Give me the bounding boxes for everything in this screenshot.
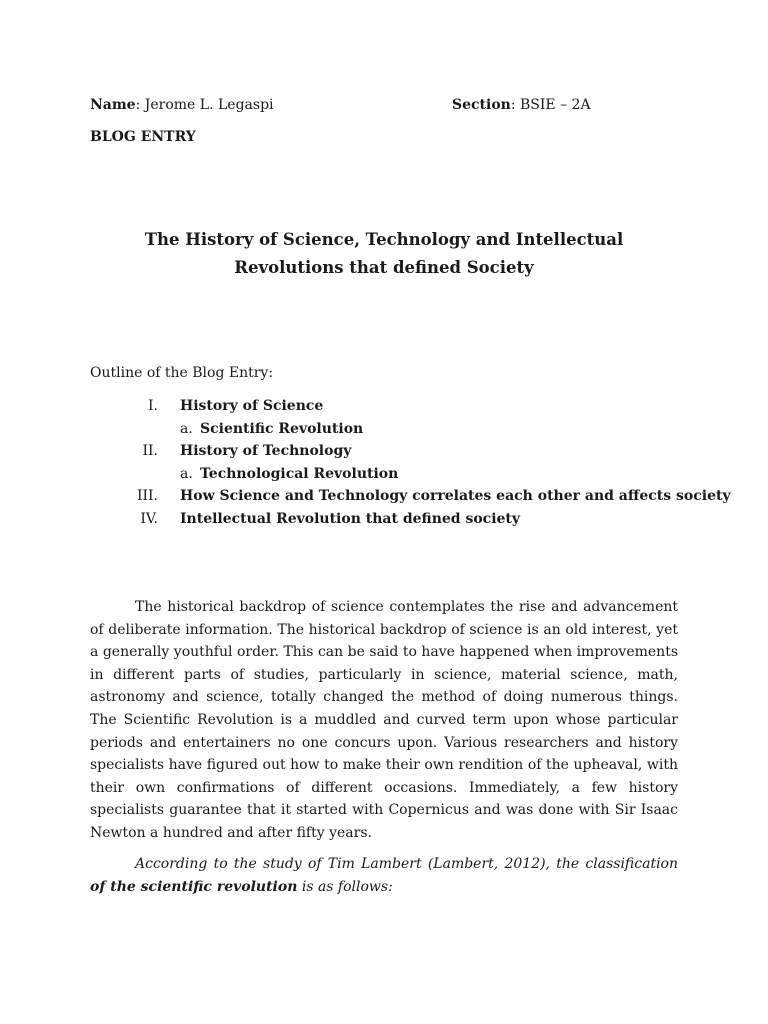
outline-text: History of Technology bbox=[180, 443, 352, 460]
outline-item bbox=[90, 508, 690, 531]
outline-item bbox=[90, 485, 731, 508]
section-label: Section bbox=[452, 97, 511, 113]
citation-emphasis: of the scientific revolution bbox=[90, 878, 298, 895]
outline-text: Technological Revolution bbox=[200, 465, 399, 482]
outline-number: IV. bbox=[140, 510, 158, 527]
outline-text: Scientific Revolution bbox=[200, 420, 364, 437]
outline-number: I. bbox=[148, 398, 158, 414]
outline-number: II. bbox=[142, 443, 158, 460]
outline-subitem bbox=[90, 418, 690, 441]
citation-end: is as follows: bbox=[297, 878, 393, 895]
section-info bbox=[452, 95, 591, 115]
outline-item bbox=[90, 395, 690, 418]
outline-number: a. bbox=[180, 465, 193, 482]
outline-text: How Science and Technology correlates each other and affects society bbox=[180, 488, 731, 505]
outline-number: a. bbox=[180, 420, 193, 437]
name-value: : Jerome L. Legaspi bbox=[135, 97, 274, 113]
outline-subitem bbox=[90, 463, 690, 486]
body-paragraph: The historical backdrop of science contemplates the rise and advancement of deliberate information. The historical backdrop of science is an old interest, yet a generally youthful order. This can be said to have happened when improvements in different parts of studies, particularly in science, material science, math, astronomy and science, totally changed the method of doing numerous things. The Scientific Revolution is a muddled and curved term upon whose particular periods and entertainers no one concurs upon. Various researchers and history specialists have figured out how to make their own rendition of the upheaval, with their own confirmations of different occasions. Immediately, a few history specialists guarantee that it started with Copernicus and was done with Sir Isaac Newton a hundred and after fifty years. bbox=[90, 599, 678, 841]
section-value: : BSIE – 2A bbox=[510, 97, 591, 113]
outline-text: Intellectual Revolution that defined society bbox=[180, 510, 521, 527]
outline-text: History of Science bbox=[180, 398, 324, 414]
outline-item bbox=[90, 440, 690, 463]
body-paragraph-citation bbox=[90, 853, 678, 898]
outline-number: III. bbox=[136, 488, 158, 505]
outline-heading: Outline of the Blog Entry: bbox=[90, 365, 274, 381]
document-title: The History of Science, Technology and Intellectual Revolutions that defined Society bbox=[144, 230, 624, 277]
doc-type-label: BLOG ENTRY bbox=[90, 129, 196, 145]
outline-list bbox=[90, 395, 731, 531]
citation-text: According to the study of Tim Lambert (Lambert, 2012), the classification bbox=[135, 856, 678, 872]
author-name bbox=[90, 95, 274, 115]
name-label: Name bbox=[90, 97, 136, 113]
